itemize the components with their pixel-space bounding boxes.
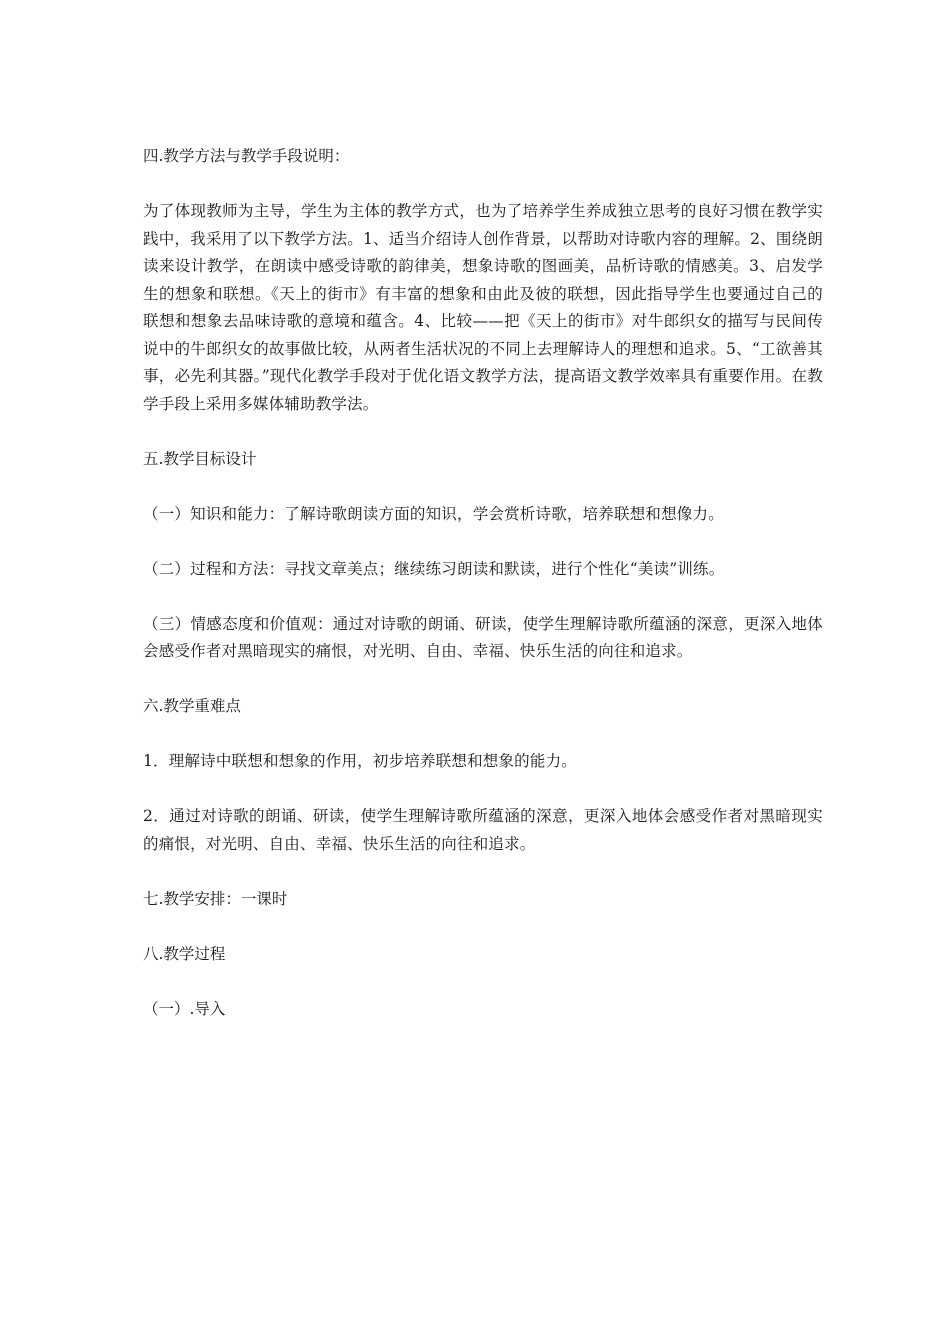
- section4-heading: 四.教学方法与教学手段说明：: [143, 147, 350, 165]
- section4-body: 为了体现教师为主导，学生为主体的教学方式，也为了培养学生养成独立思考的良好习惯在教学实践中，我采用了以下教学方法。1、适当介绍诗人创作背景，以帮助对诗歌内容的理解。2、围绕朗读来设计教学，在朗读中感受诗歌的韵律美，想象诗歌的图画美，品析诗歌的情感美。3、启发学生的想象和联想。《天上的街市》有丰富的想象和由此及彼的联想，因此指导学生也要通过自己的联想和想象去品味诗歌的意境和蕴含。4、比较——把《天上的街市》对牛郎织女的描写与民间传说中的牛郎织女的故事做比较，从两者生活状况的不同上去理解诗人的理想和追求。5、“工欲善其事，必先利其器。”现代化教学手段对于优化语文教学方法，提高语文教学效率具有重要作用。在教学手段上采用多媒体辅助教学法。: [143, 202, 823, 413]
- goal-knowledge: （一）知识和能力：了解诗歌朗读方面的知识，学会赏析诗歌，培养联想和想像力。: [143, 504, 724, 523]
- key-point-1: 1．理解诗中联想和想象的作用，初步培养联想和想象的能力。: [143, 752, 577, 770]
- section7-heading: 七.教学安排：一课时: [143, 889, 288, 908]
- goal-process: （二）过程和方法：寻找文章美点；继续练习朗读和默读，进行个性化“美读”训练。: [143, 559, 725, 578]
- section8-sub1: （一）.导入: [143, 999, 226, 1018]
- key-point-2: 2．通过对诗歌的朗诵、研读，使学生理解诗歌所蕴涵的深意，更深入地体会感受作者对黑暗现实的痛恨，对光明、自由、幸福、快乐生活的向往和追求。: [143, 807, 823, 853]
- document-page: [143, 143, 823, 1051]
- section5-heading: 五.教学目标设计: [143, 449, 257, 468]
- goal-emotion: （三）情感态度和价值观：通过对诗歌的朗诵、研读，使学生理解诗歌所蕴涵的深意，更深入地体会感受作者对黑暗现实的痛恨，对光明、自由、幸福、快乐生活的向往和追求。: [143, 614, 823, 660]
- section8-heading: 八.教学过程: [143, 944, 226, 963]
- section6-heading: 六.教学重难点: [143, 697, 241, 715]
